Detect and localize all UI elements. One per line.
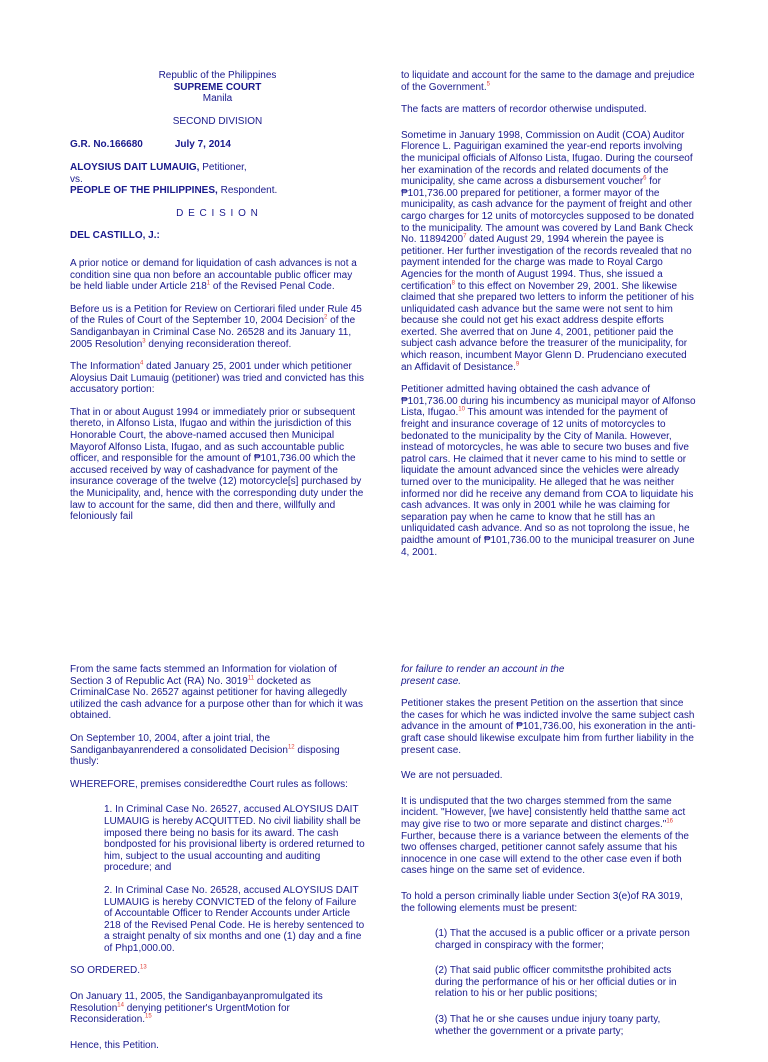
ruling-item: 1. In Criminal Case No. 26527, accused ALOYSIUS DAIT LUMAUIG is hereby ACQUITTED. No civil liability shall be imposed there being no basis for its award. The cash bondposted for his provisional liberty is ordered returned to him, subject to the usual accounting and auditing procedure; and — [104, 804, 365, 874]
paragraph: The Information$^4$ dated January 25, 2001 under which petitioner Aloysius Dait Lumauig (petitioner) was tried and convicted has this accusatory portion: — [70, 360, 365, 396]
paragraph: Before us is a Petition for Review on Certiorari filed under Rule 45 of the Rules of Court of the September 10, 2004 Decision$^2$ of the Sandiganbayan in Criminal Case No. 26528 and its January 11, 2005 Resolution$^3$ denying reconsideration thereof. — [70, 303, 362, 350]
decision-title: D E C I S I O N — [176, 207, 259, 219]
paragraph: for failure to render an account in the present case. — [401, 664, 565, 687]
footnote-ref[interactable]: 16 — [666, 818, 674, 825]
petitioner-name: ALOYSIUS DAIT LUMAUIG, — [70, 161, 200, 173]
paragraph: SO ORDERED.$^{13}$ — [70, 965, 147, 977]
petitioner-line — [70, 162, 365, 174]
footnote-ref[interactable]: 15 — [145, 1013, 152, 1020]
paragraph: WHEREFORE, premises consideredthe Court rules as follows: — [70, 778, 348, 790]
left-top-column — [70, 70, 365, 534]
paragraph: Sometime in January 1998, Commission on Audit (COA) Auditor Florence L. Paguirigan examined the year-end reports involving the municipal officials of Alfonso Lista, Ifugao. During the courseof her examination of the records and related documents of the municipality, she came across a disbursement voucher$^6$ for ₱101,736.00 prepared for petitioner, a former mayor of the municipality, as cash advance for the payment of freight and other cargo charges for 12 units of motorcycles supposed to be donated to the municipality. The amount was covered by Land Bank Check No. 11894200$^7$ dated August 29, 1994 wherein the payee is petitioner. Her further investigation of the records revealed that no payment intended for the charge was made to Royal Cargo Agencies for the month of August 1994. Thus, she issued a certification$^8$ to this effect on November 29, 2001. She likewise claimed that she prepared two letters to inform the petitioner of his unliquidated cash advance but the same were not sent to him because she could not get his exact address despite efforts exerted. She averred that on June 4, 2001, petitioner paid the subject cash advance before the treasurer of the municipality, for which reason, incumbent Mayor Glenn D. Prudenciano executed an Affidavit of Desistance.$^9$ — [401, 129, 694, 373]
petitioner-role: Petitioner, — [199, 161, 247, 173]
footnote-ref[interactable]: 6 — [643, 175, 647, 182]
ponente: DEL CASTILLO, J.: — [70, 230, 160, 242]
footnote-ref[interactable]: 2 — [324, 314, 328, 321]
respondent-line — [70, 185, 365, 197]
right-top-column — [401, 70, 696, 569]
paragraph: On September 10, 2004, after a joint trial, the Sandiganbayanrendered a consolidated Decision$^{12}$ disposing thusly: — [70, 732, 340, 768]
paragraph: We are not persuaded. — [401, 770, 503, 782]
court-name: SUPREME COURT — [173, 81, 262, 93]
ruling-item: 2. In Criminal Case No. 26528, accused ALOYSIUS DAIT LUMAUIG is hereby CONVICTED of the felony of Failure of Accountable Officer to Render Accounts under Article 218 of the Revised Penal Code. He is hereby sentenced to a straight penalty of six months and one (1) day and a fine of Php1,000.00. — [104, 884, 365, 954]
paragraph: Petitioner stakes the present Petition on the assertion that since the cases for which he was indicted involve the same subject cash advance in the amount of ₱101,736.00, his exoneration in the anti-graft case should likewise exculpate him from further liability in the present case. — [401, 698, 696, 756]
footnote-ref[interactable]: 4 — [140, 360, 144, 367]
quoted-information: That in or about August 1994 or immediately prior or subsequent thereto, in Alfonso Lista, Ifugao and within the jurisdiction of this Honorable Court, the above-named accused then Municipal Mayorof Alfonso Lista, Ifugao, and as such accountable public officer, and responsible for the amount of ₱101,736.00 which the accused received by way of cashadvance for payment of the insurance coverage of the twelve (12) motorcycle[s] purchased by the Municipality, and, hence with the corresponding duty under the law to account for the same, did then and there, willfully and feloniously fail — [70, 406, 364, 523]
paragraph: The facts are matters of recordor otherwise undisputed. — [401, 104, 647, 116]
element-item: (2) That said public officer commitsthe prohibited acts during the performance of his or her official duties or in relation to his or her public positions; — [435, 965, 677, 1000]
case-number-line — [70, 139, 365, 151]
element-item: (1) That the accused is a public officer or a private person charged in conspiracy with the former; — [435, 928, 690, 951]
respondent-role: Respondent. — [217, 185, 278, 197]
footnote-ref[interactable]: 14 — [117, 1002, 124, 1009]
footnote-ref[interactable]: 5 — [486, 81, 490, 88]
footnote-ref[interactable]: 10 — [458, 407, 465, 414]
decision-date: July 7, 2014 — [174, 139, 231, 151]
footnote-ref[interactable]: 1 — [206, 280, 211, 287]
paragraph: to liquidate and account for the same to the damage and prejudice of the Government.$^5$ — [401, 70, 695, 93]
footnote-ref[interactable]: 11 — [247, 675, 255, 682]
paragraph: To hold a person criminally liable under Section 3(e)of RA 3019, the following elements must be present: — [401, 890, 683, 914]
footnote-ref[interactable]: 8 — [451, 280, 455, 287]
footnote-ref[interactable]: 12 — [287, 744, 295, 751]
respondent-name: PEOPLE OF THE PHILIPPINES, — [70, 185, 218, 197]
paragraph: It is undisputed that the two charges stemmed from the same incident. "However, [we have] consistently held thatthe same act may give rise to two or more separate and distinct charges."$^{16}$ Further, because there is a variance between the elements of the two offenses charged, petitioner cannot safely assume that his innocence in one case will extend to the other case even if both cases hinge on the same set of evidence. — [401, 795, 689, 877]
republic-line: Republic of the Philippines — [158, 70, 277, 81]
footnote-ref[interactable]: 9 — [515, 361, 520, 368]
paragraph: From the same facts stemmed an Information for violation of Section 3 of Republic Act (RA) No. 3019$^{11}$ docketed as CriminalCase No. 26527 against petitioner for having allegedly utilized the cash advance for a purpose other than for which it was obtained. — [70, 664, 363, 722]
paragraph: Petitioner admitted having obtained the cash advance of ₱101,736.00 during his incumbency as municipal mayor of Alfonso Lista, Ifugao.$^{10}$ This amount was intended for the payment of freight and insurance coverage of 12 units of motorcycles to bedonated to the municipality by the City of Manila. However, instead of motorcycles, he was able to secure two buses and five patrol cars. He claimed that it never came to his mind to settle or liquidate the amount advanced since the vehicles were already turned over to the municipality. He alleged that he was neither informed nor did he receive any demand from COA to liquidate his cash advances. It was only in 2001 while he was claiming for separation pay when he came to know that he still has an unliquidated cash advance. And so as not toprolong the issue, he paidthe amount of ₱101,736.00 to the municipal treasurer on June 4, 2001. — [401, 384, 696, 558]
versus: vs. — [70, 173, 83, 185]
division-name: SECOND DIVISION — [172, 115, 263, 127]
paragraph: A prior notice or demand for liquidation of cash advances is not a condition sine qua non before an accountable public officer may be held liable under Article $218^1$ of the Revised Penal Code. — [70, 257, 357, 293]
right-bottom-column — [401, 664, 696, 1048]
element-item: (3) That he or she causes undue injury toany party, whether the government or a private party; — [435, 1014, 661, 1037]
paragraph: On January 11, 2005, the Sandiganbayanpromulgated its Resolution$^{14}$ denying petitioner's UrgentMotion for Reconsideration.$^{15}$ — [70, 991, 323, 1026]
gr-number: G.R. No.166680 — [70, 139, 143, 151]
paragraph: Hence, this Petition. — [70, 1039, 159, 1051]
footnote-ref[interactable]: 13 — [140, 965, 147, 972]
footnote-ref[interactable]: 7 — [463, 233, 467, 240]
footnote-ref[interactable]: 3 — [142, 338, 146, 345]
court-city: Manila — [202, 93, 233, 105]
left-bottom-column — [70, 664, 365, 1062]
